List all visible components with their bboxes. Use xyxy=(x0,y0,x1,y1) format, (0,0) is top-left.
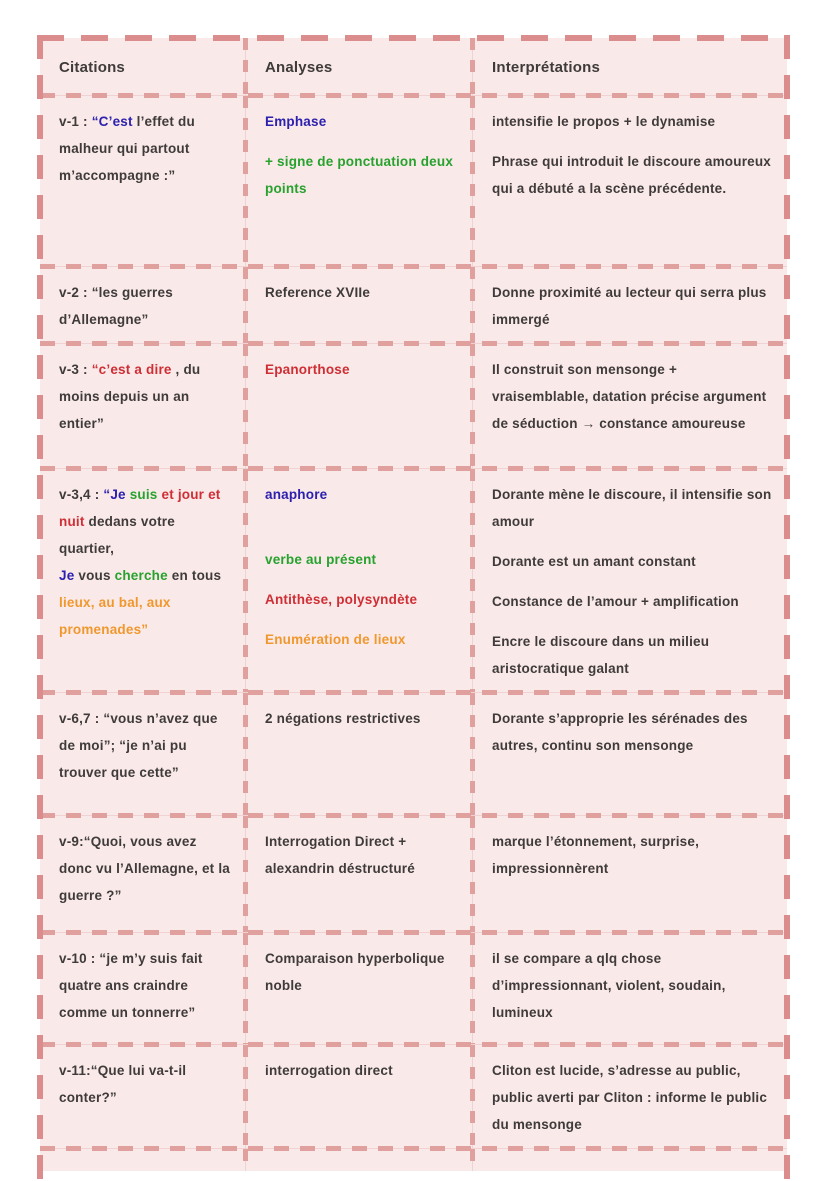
table-row xyxy=(40,95,787,266)
paragraph xyxy=(59,108,231,189)
analysis-cell xyxy=(245,816,472,932)
text-segment: + signe de ponctuation deux points xyxy=(265,154,454,196)
paragraph xyxy=(265,586,458,613)
analysis-cell xyxy=(245,1045,472,1148)
text-segment: v-9:“Quoi, vous avez donc vu l’Allemagne, et la guerre ?” xyxy=(59,834,230,903)
text-segment: “C’est xyxy=(91,114,133,129)
table-row xyxy=(40,932,787,1044)
analysis-cell xyxy=(245,96,472,266)
analysis-cell xyxy=(245,693,472,815)
paragraph xyxy=(59,356,231,437)
interpretation-cell xyxy=(472,816,787,932)
citation-cell xyxy=(40,96,245,266)
paragraph xyxy=(59,945,231,1026)
citation-cell xyxy=(40,344,245,468)
citation-cell xyxy=(40,693,245,815)
citation-cell xyxy=(40,267,245,343)
interpretation-cell xyxy=(472,469,787,692)
paragraph xyxy=(59,279,231,333)
column-header-interpretations: Interprétations xyxy=(472,38,787,95)
text-segment: interrogation direct xyxy=(265,1063,393,1078)
table-row xyxy=(40,1044,787,1148)
text-segment: Encre le discoure dans un milieu aristocratique galant xyxy=(492,634,710,676)
interpretation-cell xyxy=(472,1149,787,1171)
paragraph xyxy=(265,828,458,882)
column-header-citations: Citations xyxy=(59,59,125,76)
text-segment: 2 négations restrictives xyxy=(265,711,421,726)
text-segment: Epanorthose xyxy=(265,362,350,377)
text-segment: intensifie le propos + le dynamise xyxy=(492,114,716,129)
paragraph xyxy=(492,356,773,437)
text-segment: Emphase xyxy=(265,114,327,129)
text-segment: v-3,4 : xyxy=(59,487,104,502)
column-header-analyses: Analyses xyxy=(245,38,472,95)
analysis-cell xyxy=(245,469,472,692)
table-row-partial xyxy=(40,1148,787,1171)
paragraph xyxy=(492,1057,773,1138)
interpretation-cell xyxy=(472,96,787,266)
text-segment: Antithèse, polysyndète xyxy=(265,592,418,607)
interpretation-cell xyxy=(472,1045,787,1148)
paragraph xyxy=(59,705,231,786)
text-segment: Interrogation Direct + alexandrin déstructuré xyxy=(265,834,415,876)
text-segment: suis xyxy=(129,487,158,502)
text-segment: v-11:“Que lui va-t-il conter?” xyxy=(59,1063,187,1105)
citation-cell xyxy=(40,1149,245,1171)
paragraph xyxy=(59,828,231,909)
citation-cell xyxy=(40,469,245,692)
paragraph xyxy=(492,548,773,575)
text-segment: Phrase qui introduit le discoure amoureux qui a débuté a la scène précédente. xyxy=(492,154,772,196)
text-segment: verbe au présent xyxy=(265,552,377,567)
paragraph xyxy=(59,1057,231,1111)
interpretation-cell xyxy=(472,933,787,1044)
citation-cell xyxy=(40,816,245,932)
citation-cell xyxy=(40,1045,245,1148)
analysis-table xyxy=(40,38,787,1171)
table-row xyxy=(40,343,787,468)
paragraph xyxy=(265,279,458,306)
table-row xyxy=(40,692,787,815)
text-segment: anaphore xyxy=(265,487,328,502)
text-segment: il se compare a qlq chose d’impressionnant, violent, soudain, lumineux xyxy=(492,951,726,1020)
text-segment: v-10 : “je m’y suis fait quatre ans craindre comme un tonnerre” xyxy=(59,951,203,1020)
text-segment: dedans votre quartier, xyxy=(59,514,175,556)
analysis-cell xyxy=(245,267,472,343)
text-segment: Il construit son mensonge + vraisemblable, datation précise argument de séduction → constance amoureuse xyxy=(492,362,767,431)
paragraph xyxy=(492,628,773,682)
paragraph xyxy=(492,108,773,135)
paragraph xyxy=(59,481,231,643)
text-segment: Cliton est lucide, s’adresse au public, public averti par Cliton : informe le public du mensonge xyxy=(492,1063,768,1132)
text-segment: Donne proximité au lecteur qui serra plus immergé xyxy=(492,285,767,327)
text-segment: v-3 : xyxy=(59,362,92,377)
text-segment: Constance de l’amour + amplification xyxy=(492,594,739,609)
text-segment: l’effet du malheur qui partout m’accompagne :” xyxy=(59,114,195,183)
paragraph xyxy=(492,279,773,333)
text-segment: Dorante mène le discoure, il intensifie son amour xyxy=(492,487,772,529)
paragraph xyxy=(492,945,773,1026)
paragraph xyxy=(265,108,458,135)
text-segment: vous xyxy=(74,568,115,583)
text-segment: en tous xyxy=(167,568,222,583)
paragraph xyxy=(265,705,458,732)
text-segment: v-1 : xyxy=(59,114,92,129)
citation-cell xyxy=(40,933,245,1044)
text-segment: v-2 : “les guerres d’Allemagne” xyxy=(59,285,173,327)
text-segment: “Je xyxy=(103,487,126,502)
text-segment: , du moins depuis un an entier” xyxy=(59,362,201,431)
paragraph xyxy=(492,828,773,882)
text-segment: Reference XVIIe xyxy=(265,285,371,300)
table-row xyxy=(40,266,787,343)
text-segment: Enumération de lieux xyxy=(265,632,406,647)
analysis-cell xyxy=(245,1149,472,1171)
paragraph xyxy=(492,588,773,615)
text-segment: marque l’étonnement, surprise, impressionnèrent xyxy=(492,834,700,876)
text-segment: “c’est a dire xyxy=(91,362,172,377)
paragraph xyxy=(265,546,458,573)
paragraph xyxy=(265,945,458,999)
interpretation-cell xyxy=(472,344,787,468)
paragraph xyxy=(492,705,773,759)
paragraph xyxy=(492,481,773,535)
text-segment: et jour et nuit xyxy=(59,487,221,529)
table-body xyxy=(40,95,787,1148)
paragraph xyxy=(265,521,458,533)
table-row xyxy=(40,815,787,932)
text-segment: v-6,7 : “vous n’avez que de moi”; “je n’ai pu trouver que cette” xyxy=(59,711,218,780)
paragraph xyxy=(265,626,458,653)
interpretation-cell xyxy=(472,267,787,343)
text-segment: Dorante s’approprie les sérénades des autres, continu son mensonge xyxy=(492,711,748,753)
table-row xyxy=(40,468,787,692)
text-segment: Comparaison hyperbolique noble xyxy=(265,951,445,993)
paragraph xyxy=(265,1057,458,1084)
paragraph xyxy=(265,481,458,508)
paragraph xyxy=(265,356,458,383)
interpretation-cell xyxy=(472,693,787,815)
analysis-cell xyxy=(245,933,472,1044)
text-segment: Je xyxy=(59,568,75,583)
text-segment: lieux, au bal, aux promenades” xyxy=(59,595,171,637)
table-header-row xyxy=(40,38,787,95)
analysis-cell xyxy=(245,344,472,468)
text-segment: cherche xyxy=(114,568,168,583)
paragraph xyxy=(492,148,773,202)
paragraph xyxy=(265,148,458,202)
text-segment: Dorante est un amant constant xyxy=(492,554,696,569)
